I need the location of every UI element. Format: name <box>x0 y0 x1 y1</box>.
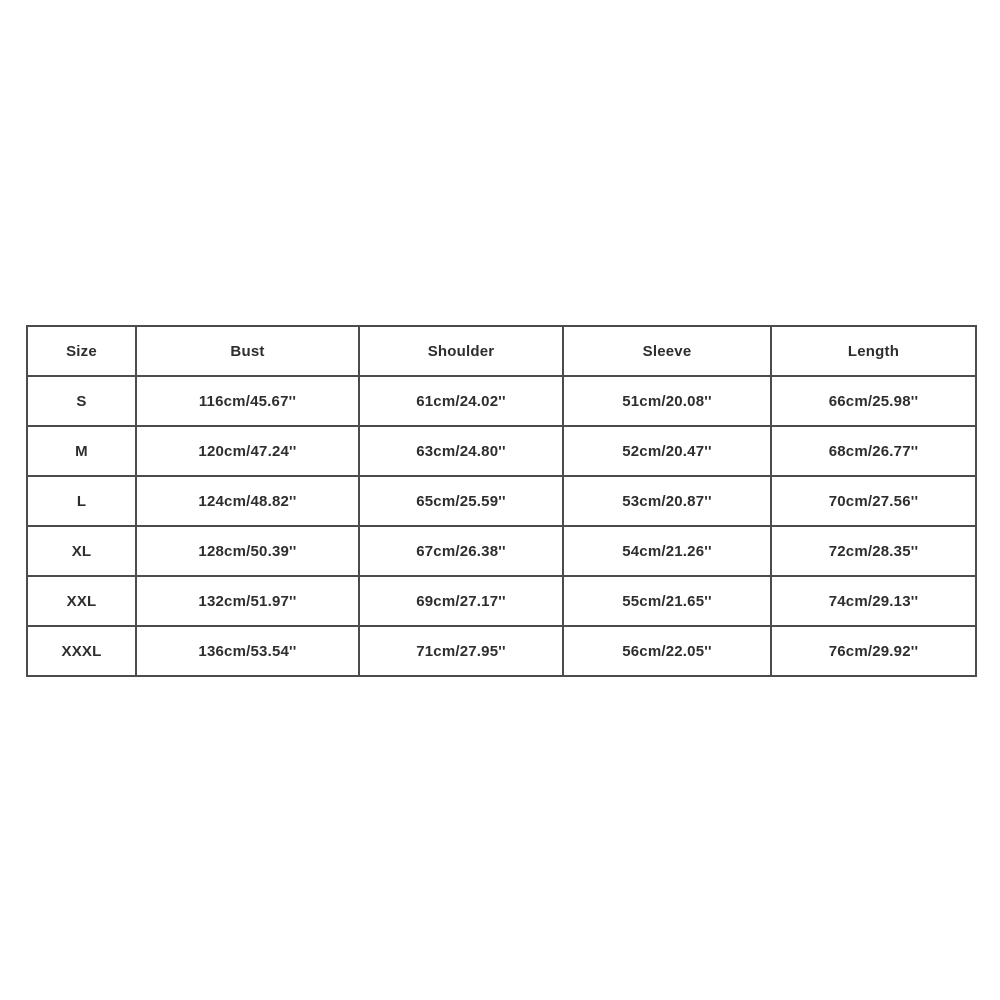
cell-shoulder: 69cm/27.17'' <box>359 576 563 626</box>
table-row-s <box>27 376 976 426</box>
cell-shoulder: 67cm/26.38'' <box>359 526 563 576</box>
cell-length: 70cm/27.56'' <box>771 476 976 526</box>
cell-size: L <box>27 476 136 526</box>
cell-size: XXXL <box>27 626 136 676</box>
cell-size: XL <box>27 526 136 576</box>
cell-shoulder: 61cm/24.02'' <box>359 376 563 426</box>
cell-shoulder: 71cm/27.95'' <box>359 626 563 676</box>
header-row <box>27 326 976 376</box>
cell-shoulder: 63cm/24.80'' <box>359 426 563 476</box>
size-chart-table <box>26 325 977 677</box>
header-cell-sleeve: Sleeve <box>563 326 771 376</box>
header-cell-length: Length <box>771 326 976 376</box>
cell-bust: 116cm/45.67'' <box>136 376 359 426</box>
table-row-l <box>27 476 976 526</box>
cell-length: 72cm/28.35'' <box>771 526 976 576</box>
size-chart-body <box>27 376 976 676</box>
cell-sleeve: 56cm/22.05'' <box>563 626 771 676</box>
table-row-m <box>27 426 976 476</box>
header-cell-bust: Bust <box>136 326 359 376</box>
cell-shoulder: 65cm/25.59'' <box>359 476 563 526</box>
cell-length: 68cm/26.77'' <box>771 426 976 476</box>
cell-sleeve: 55cm/21.65'' <box>563 576 771 626</box>
header-cell-shoulder: Shoulder <box>359 326 563 376</box>
cell-size: XXL <box>27 576 136 626</box>
table-row-xxxl <box>27 626 976 676</box>
cell-bust: 128cm/50.39'' <box>136 526 359 576</box>
cell-length: 76cm/29.92'' <box>771 626 976 676</box>
cell-bust: 124cm/48.82'' <box>136 476 359 526</box>
table-row-xxl <box>27 576 976 626</box>
cell-size: S <box>27 376 136 426</box>
cell-size: M <box>27 426 136 476</box>
header-cell-size: Size <box>27 326 136 376</box>
cell-sleeve: 52cm/20.47'' <box>563 426 771 476</box>
cell-length: 74cm/29.13'' <box>771 576 976 626</box>
cell-sleeve: 54cm/21.26'' <box>563 526 771 576</box>
cell-bust: 132cm/51.97'' <box>136 576 359 626</box>
cell-sleeve: 51cm/20.08'' <box>563 376 771 426</box>
cell-bust: 120cm/47.24'' <box>136 426 359 476</box>
table-row-xl <box>27 526 976 576</box>
cell-length: 66cm/25.98'' <box>771 376 976 426</box>
cell-bust: 136cm/53.54'' <box>136 626 359 676</box>
cell-sleeve: 53cm/20.87'' <box>563 476 771 526</box>
size-chart-header <box>27 326 976 376</box>
